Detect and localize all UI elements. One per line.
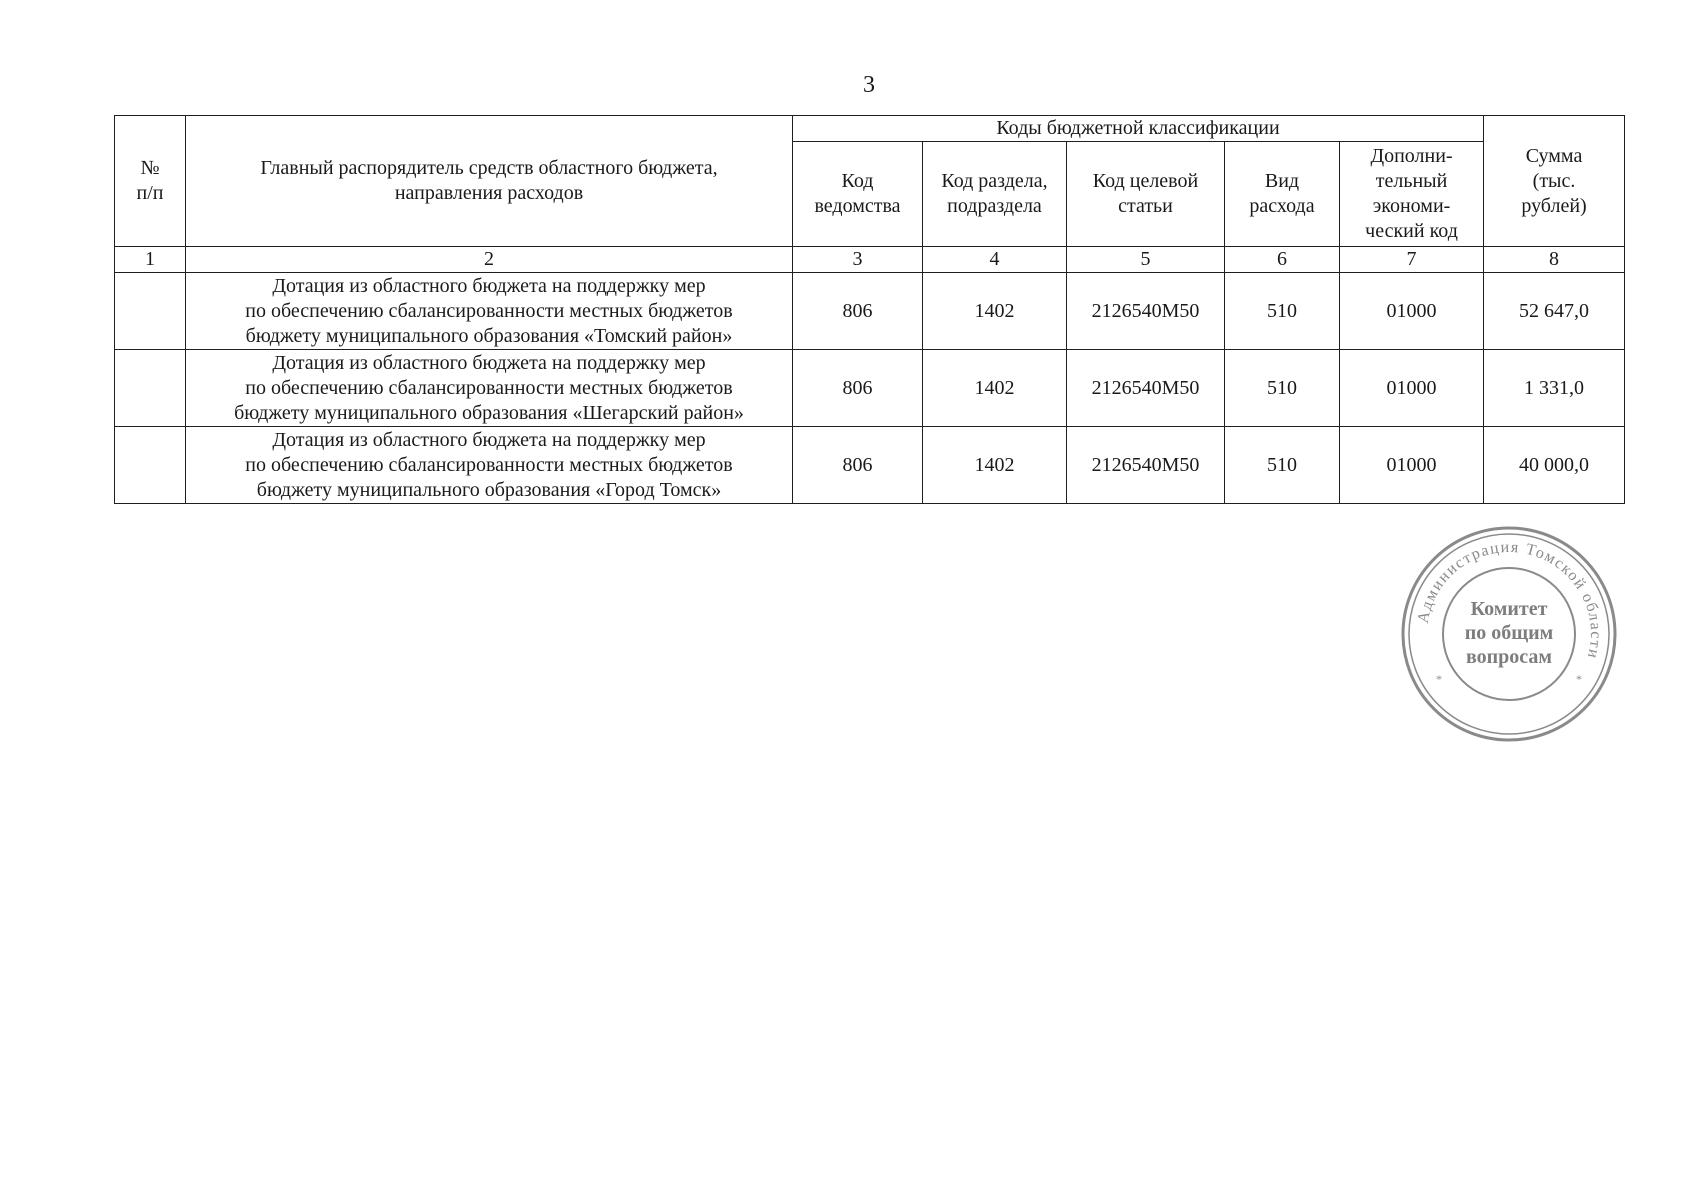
header-target-code-text: Код целевой статьи bbox=[1092, 170, 1199, 217]
description-line: бюджету муниципального образования «Томский район» bbox=[245, 324, 733, 347]
row-dept-code-cell: 806 bbox=[793, 273, 923, 350]
row-num-cell bbox=[115, 273, 186, 350]
header-extra-code bbox=[1340, 142, 1484, 247]
table-row bbox=[115, 273, 1625, 350]
column-number: 7 bbox=[1340, 247, 1484, 273]
row-description-cell bbox=[186, 427, 793, 504]
header-dept-code-text: Код ведомства bbox=[814, 170, 901, 217]
row-dept-code-cell: 806 bbox=[793, 427, 923, 504]
row-target-code-cell: 2126540M50 bbox=[1067, 273, 1225, 350]
column-number: 6 bbox=[1225, 247, 1340, 273]
table-body bbox=[115, 247, 1625, 504]
row-description-cell bbox=[186, 273, 793, 350]
row-sum-cell: 40 000,0 bbox=[1484, 427, 1625, 504]
column-number: 1 bbox=[115, 247, 186, 273]
description-line: Дотация из областного бюджета на поддержку мер bbox=[272, 351, 706, 374]
stamp-seal bbox=[1398, 523, 1620, 745]
header-extra-code-text: Дополни- тельный экономи- ческий код bbox=[1365, 145, 1458, 242]
table-row bbox=[115, 350, 1625, 427]
row-target-code-cell: 2126540M50 bbox=[1067, 350, 1225, 427]
stamp-star-icon: * bbox=[1576, 672, 1582, 686]
row-num-cell bbox=[115, 350, 186, 427]
row-sum-cell: 1 331,0 bbox=[1484, 350, 1625, 427]
header-sum-text: Сумма (тыс. рублей) bbox=[1521, 144, 1587, 217]
description-line: Дотация из областного бюджета на поддержку мер bbox=[272, 274, 706, 297]
row-section-code-cell: 1402 bbox=[923, 427, 1067, 504]
column-number: 3 bbox=[793, 247, 923, 273]
stamp-star-icon: * bbox=[1436, 672, 1442, 686]
row-expense-type-cell: 510 bbox=[1225, 427, 1340, 504]
header-expense-type-text: Вид расхода bbox=[1249, 170, 1315, 217]
description-line: по обеспечению сбалансированности местных бюджетов bbox=[245, 299, 733, 322]
header-section-code bbox=[923, 142, 1067, 247]
description-line: по обеспечению сбалансированности местных бюджетов bbox=[245, 453, 733, 476]
row-extra-code-cell: 01000 bbox=[1340, 350, 1484, 427]
header-target-code bbox=[1067, 142, 1225, 247]
table-row bbox=[115, 427, 1625, 504]
header-description bbox=[186, 116, 793, 247]
budget-table bbox=[114, 115, 1625, 504]
row-section-code-cell: 1402 bbox=[923, 350, 1067, 427]
page-number: 3 bbox=[863, 72, 875, 98]
stamp-center-line: по общим bbox=[1464, 622, 1554, 644]
row-description-cell bbox=[186, 350, 793, 427]
row-target-code-cell: 2126540M50 bbox=[1067, 427, 1225, 504]
row-dept-code-cell: 806 bbox=[793, 350, 923, 427]
description-line: бюджету муниципального образования «Город Томск» bbox=[256, 478, 722, 501]
description-line: по обеспечению сбалансированности местных бюджетов bbox=[245, 376, 733, 399]
header-sum bbox=[1484, 116, 1625, 247]
row-extra-code-cell: 01000 bbox=[1340, 273, 1484, 350]
header-expense-type bbox=[1225, 142, 1340, 247]
column-number: 4 bbox=[923, 247, 1067, 273]
column-number: 2 bbox=[186, 247, 793, 273]
description-line: бюджету муниципального образования «Шегарский район» bbox=[234, 401, 744, 424]
row-expense-type-cell: 510 bbox=[1225, 350, 1340, 427]
column-number: 5 bbox=[1067, 247, 1225, 273]
stamp-center-line: вопросам bbox=[1465, 646, 1553, 668]
row-section-code-cell: 1402 bbox=[923, 273, 1067, 350]
stamp-center-line: Комитет bbox=[1470, 598, 1548, 620]
header-row-top bbox=[115, 116, 1625, 142]
column-number: 8 bbox=[1484, 247, 1625, 273]
row-expense-type-cell: 510 bbox=[1225, 273, 1340, 350]
column-numbers-row bbox=[115, 247, 1625, 273]
row-num-cell bbox=[115, 427, 186, 504]
header-section-code-text: Код раздела, подраздела bbox=[941, 170, 1048, 217]
header-num-text: № п/п bbox=[136, 157, 164, 204]
header-codes-group: Коды бюджетной классификации bbox=[793, 116, 1484, 142]
header-dept-code bbox=[793, 142, 923, 247]
row-extra-code-cell: 01000 bbox=[1340, 427, 1484, 504]
row-sum-cell: 52 647,0 bbox=[1484, 273, 1625, 350]
stamp-ring-text: Администрация Томской области bbox=[1414, 538, 1605, 662]
header-description-text: Главный распорядитель средств областного бюджета, направления расходов bbox=[260, 157, 718, 204]
description-line: Дотация из областного бюджета на поддержку мер bbox=[272, 428, 706, 451]
header-num bbox=[115, 116, 186, 247]
